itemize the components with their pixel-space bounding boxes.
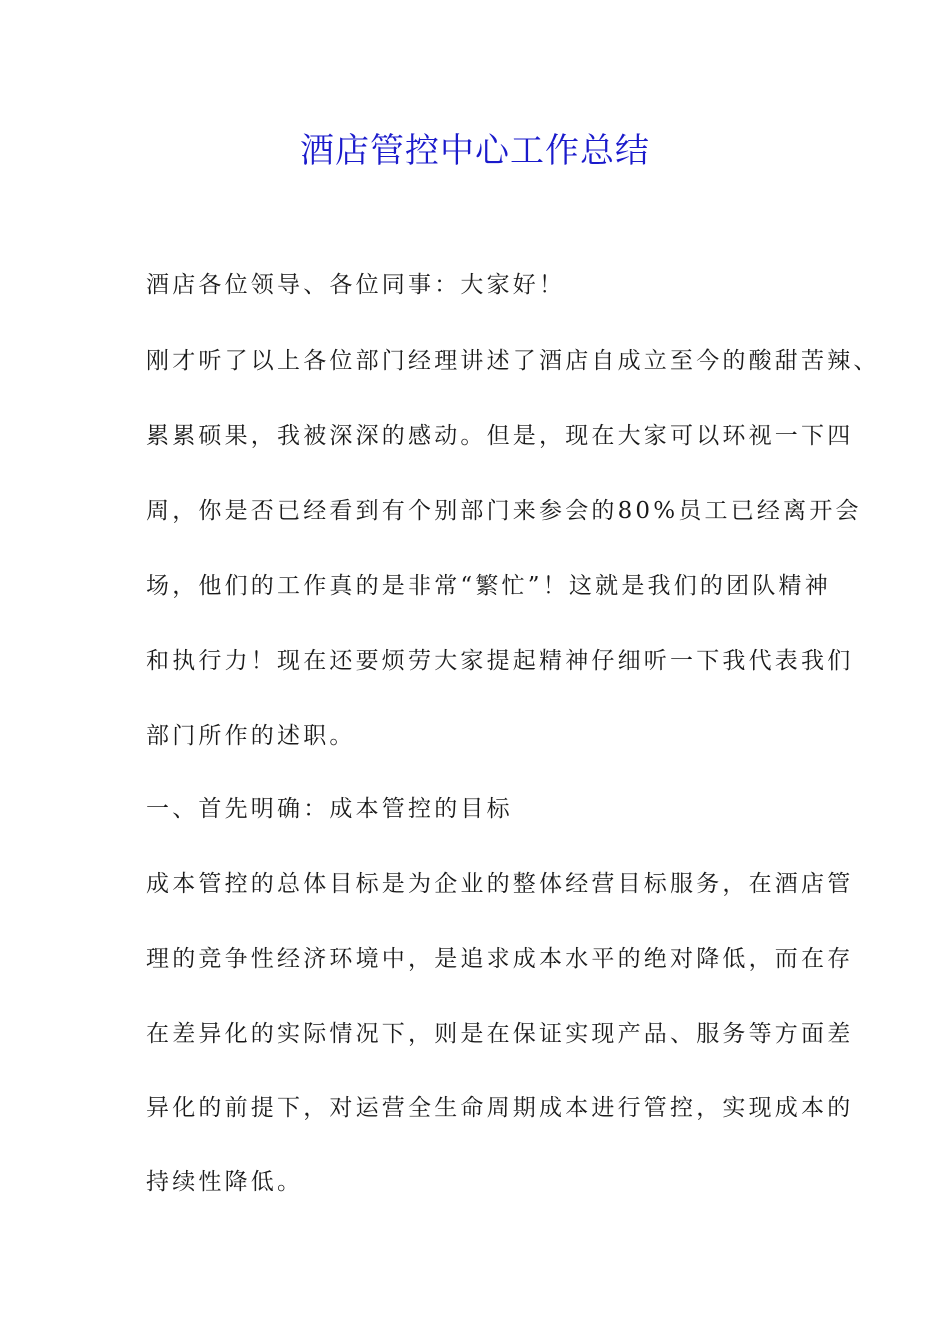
paragraph-2-line-2: 理的竞争性经济环境中，是追求成本水平的绝对降低，而在存 bbox=[146, 946, 854, 972]
document-title: 酒店管控中心工作总结 bbox=[300, 131, 650, 171]
paragraph-2-line-3: 在差异化的实际情况下，则是在保证实现产品、服务等方面差 bbox=[146, 1021, 854, 1047]
paragraph-1-line-5: 和执行力！现在还要烦劳大家提起精神仔细听一下我代表我们 bbox=[146, 648, 854, 674]
greeting-line: 酒店各位领导、各位同事：大家好！ bbox=[146, 272, 566, 298]
paragraph-1-line-1: 刚才听了以上各位部门经理讲述了酒店自成立至今的酸甜苦辣、 bbox=[146, 348, 880, 374]
paragraph-1-line-4: 场，他们的工作真的是非常“繁忙”！这就是我们的团队精神 bbox=[146, 573, 831, 599]
paragraph-2-line-4: 异化的前提下，对运营全生命周期成本进行管控，实现成本的 bbox=[146, 1095, 854, 1121]
paragraph-1-line-3: 周，你是否已经看到有个别部门来参会的80%员工已经离开会 bbox=[146, 498, 862, 524]
paragraph-2-line-5: 持续性降低。 bbox=[146, 1169, 304, 1195]
section-heading-1: 一、首先明确：成本管控的目标 bbox=[146, 796, 513, 822]
paragraph-2-line-1: 成本管控的总体目标是为企业的整体经营目标服务，在酒店管 bbox=[146, 871, 854, 897]
paragraph-1-line-2: 累累硕果，我被深深的感动。但是，现在大家可以环视一下四 bbox=[146, 423, 854, 449]
paragraph-1-line-6: 部门所作的述职。 bbox=[146, 723, 356, 749]
